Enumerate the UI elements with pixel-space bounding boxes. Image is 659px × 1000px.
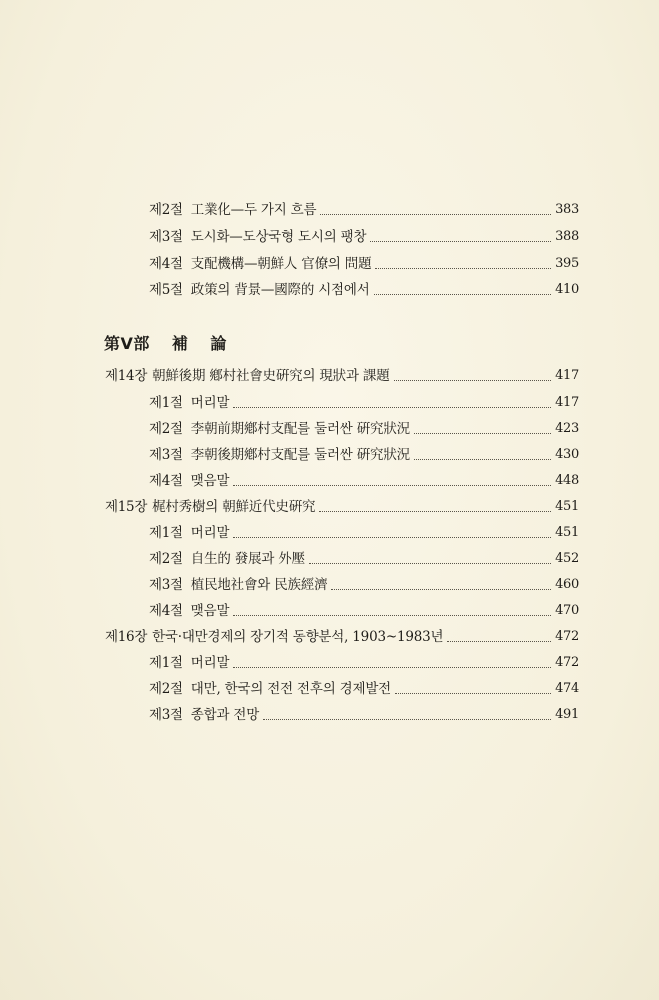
section-number: 제4절 [149, 473, 183, 489]
toc-entry [149, 649, 579, 671]
chapter-number: 제15장 [105, 499, 148, 515]
section-title: 맺음말 [190, 603, 230, 619]
chapter-title: 梶村秀樹의 朝鮮近代史硏究 [152, 499, 316, 515]
section-number: 제3절 [149, 447, 183, 463]
section-title: 맺음말 [190, 473, 230, 489]
toc-chapter-entry [105, 362, 579, 384]
section-title: 李朝後期鄕村支配를 둘러싼 硏究狀況 [190, 447, 410, 463]
toc-entry [149, 223, 579, 245]
section-number: 제4절 [149, 256, 183, 272]
page-number: 383 [555, 202, 579, 217]
toc-entry [149, 250, 579, 272]
dot-leader [414, 458, 551, 460]
dot-leader [375, 267, 551, 269]
chapter-number: 제14장 [105, 368, 148, 384]
page-number: 472 [555, 629, 579, 644]
toc-entry [149, 276, 579, 298]
page-number: 452 [555, 551, 579, 566]
section-title: 대만, 한국의 전전 전후의 경제발전 [190, 681, 392, 697]
toc-entry [149, 415, 579, 437]
dot-leader [263, 718, 551, 720]
dot-leader [370, 240, 551, 242]
section-title: 도시화—도상국형 도시의 팽창 [190, 229, 367, 245]
section-title: 머리말 [190, 395, 230, 411]
dot-leader [233, 666, 551, 668]
toc-entry [149, 519, 579, 541]
section-title: 支配機構—朝鮮人 官僚의 問題 [190, 256, 372, 272]
chapter-title: 한국·대만경제의 장기적 동향분석, 1903~1983년 [152, 629, 444, 645]
section-number: 제3절 [149, 577, 183, 593]
page-number: 417 [555, 368, 579, 383]
part-title-char-1: 補 [171, 334, 189, 353]
part-heading [104, 330, 227, 354]
section-title: 종합과 전망 [190, 707, 260, 723]
page-number: 470 [555, 603, 579, 618]
page-number: 474 [555, 681, 579, 696]
section-number: 제3절 [149, 707, 183, 723]
section-number: 제2절 [149, 681, 183, 697]
page-number: 417 [555, 395, 579, 410]
section-number: 제3절 [149, 229, 183, 245]
chapter-title: 朝鮮後期 鄕村社會史硏究의 現狀과 課題 [152, 368, 390, 384]
dot-leader [233, 484, 551, 486]
page-number: 451 [555, 525, 579, 540]
section-number: 제2절 [149, 421, 183, 437]
toc-entry [149, 571, 579, 593]
dot-leader [309, 562, 551, 564]
section-number: 제2절 [149, 202, 183, 218]
toc-entry [149, 467, 579, 489]
section-number: 제1절 [149, 655, 183, 671]
toc-entry [149, 701, 579, 723]
toc-chapter-entry [105, 623, 579, 645]
toc-entry [149, 389, 579, 411]
section-number: 제4절 [149, 603, 183, 619]
section-title: 植民地社會와 民族經濟 [190, 577, 328, 593]
toc-entry [149, 545, 579, 567]
dot-leader [374, 293, 552, 295]
section-title: 李朝前期鄕村支配를 둘러싼 硏究狀況 [190, 421, 410, 437]
section-number: 제5절 [149, 282, 183, 298]
dot-leader [447, 640, 551, 642]
dot-leader [319, 510, 551, 512]
dot-leader [395, 692, 551, 694]
section-number: 제1절 [149, 525, 183, 541]
dot-leader [394, 379, 552, 381]
dot-leader [320, 213, 551, 215]
chapter-number: 제16장 [105, 629, 148, 645]
toc-entry [149, 196, 579, 218]
page-number: 388 [555, 229, 579, 244]
page-number: 410 [555, 282, 579, 297]
toc-entry [149, 441, 579, 463]
section-title: 工業化—두 가지 흐름 [190, 202, 317, 218]
toc-entry [149, 597, 579, 619]
dot-leader [233, 406, 551, 408]
section-title: 머리말 [190, 655, 230, 671]
dot-leader [331, 588, 551, 590]
dot-leader [233, 536, 551, 538]
section-number: 제1절 [149, 395, 183, 411]
page-number: 491 [555, 707, 579, 722]
section-title: 政策의 背景—國際的 시점에서 [190, 282, 370, 298]
page-number: 395 [555, 256, 579, 271]
toc-entry [149, 675, 579, 697]
part-number: 第Ⅴ部 [104, 334, 150, 353]
toc-chapter-entry [105, 493, 579, 515]
page-number: 451 [555, 499, 579, 514]
section-title: 自生的 發展과 外壓 [190, 551, 305, 567]
section-title: 머리말 [190, 525, 230, 541]
section-number: 제2절 [149, 551, 183, 567]
page-number: 472 [555, 655, 579, 670]
page-number: 423 [555, 421, 579, 436]
dot-leader [233, 614, 551, 616]
page-number: 460 [555, 577, 579, 592]
page-number: 448 [555, 473, 579, 488]
page-number: 430 [555, 447, 579, 462]
dot-leader [414, 432, 551, 434]
part-title-char-2: 論 [210, 334, 227, 353]
